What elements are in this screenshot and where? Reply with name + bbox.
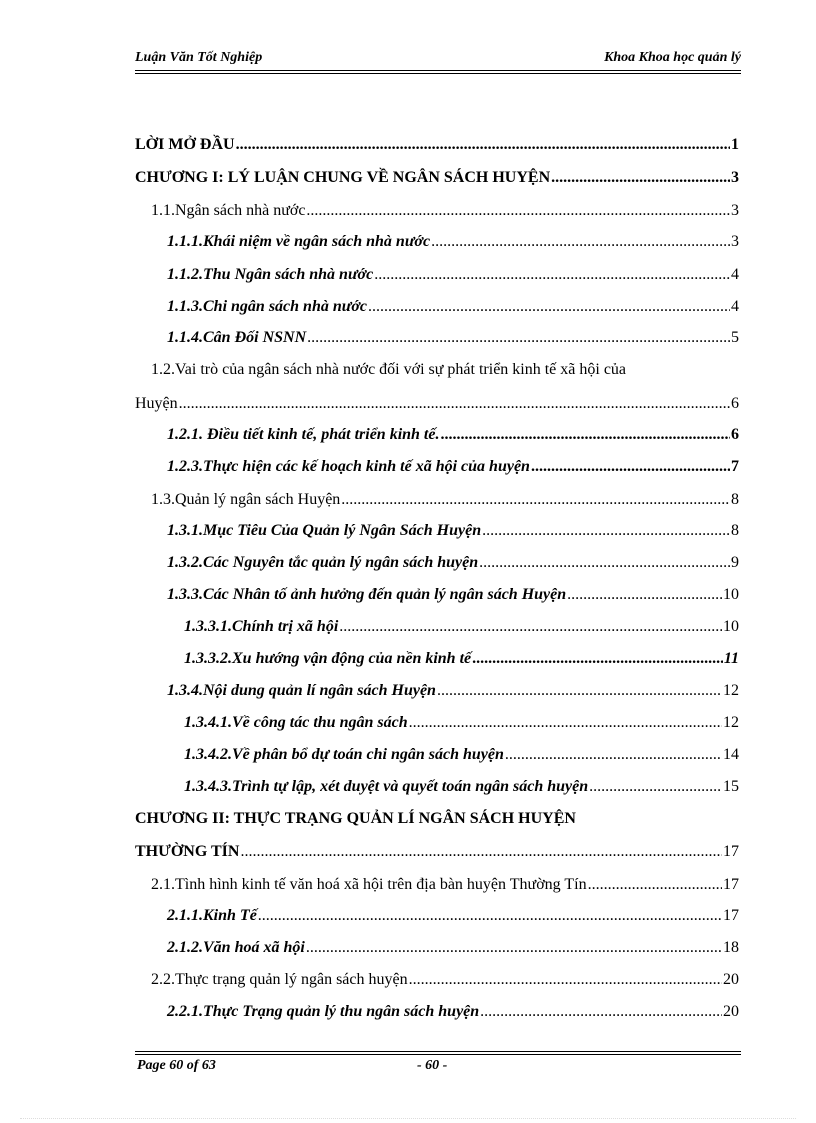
toc-entry-page: 10 [723, 586, 739, 603]
toc-entry-page: 17 [723, 876, 739, 893]
toc-leader-dots [236, 131, 730, 159]
toc-leader-dots [339, 613, 722, 641]
toc-entry-title: 1.1.4.Cân Đối NSNN [167, 329, 307, 346]
header-rule [135, 70, 741, 71]
toc-leader-dots [551, 164, 730, 192]
toc-entry-page: 17 [723, 843, 739, 860]
toc-entry[interactable] [135, 131, 739, 159]
toc-entry[interactable] [135, 838, 739, 866]
toc-leader-dots [409, 709, 722, 737]
toc-entry[interactable] [151, 871, 739, 899]
toc-entry-page: 1 [731, 136, 739, 153]
toc-entry-title: 1.3.1.Mục Tiêu Của Quản lý Ngân Sách Huyện [167, 522, 482, 539]
toc-leader-dots [440, 421, 730, 449]
footer-rule [135, 1054, 741, 1055]
toc-entry-page: 20 [723, 971, 739, 988]
toc-entry-page: 7 [731, 458, 739, 475]
toc-entry-page: 4 [731, 266, 739, 283]
toc-entry-first-line: 1.2.Vai trò của ngân sách nhà nước đối với sự phát triển kinh tế xã hội của [151, 361, 627, 378]
toc-entry-title: 1.3.4.1.Về công tác thu ngân sách [184, 714, 408, 731]
toc-leader-dots [480, 998, 722, 1026]
toc-entry[interactable] [167, 453, 739, 481]
toc-entry[interactable] [167, 517, 739, 545]
toc-entry[interactable] [184, 645, 739, 673]
toc-entry-title: 2.1.Tình hình kinh tế văn hoá xã hội trên địa bàn huyện Thường Tín [151, 876, 587, 893]
page-edge-divider [20, 1118, 796, 1119]
toc-leader-dots [306, 934, 722, 962]
toc-leader-dots [505, 741, 722, 769]
toc-entry-title: CHƯƠNG I: LÝ LUẬN CHUNG VỀ NGÂN SÁCH HUYỆN [135, 169, 551, 186]
toc-entry[interactable] [184, 613, 739, 641]
footer-page-count: Page 60 of 63 [137, 1058, 216, 1073]
toc-entry-title: 1.3.3.Các Nhân tố ảnh hưởng đến quản lý ngân sách Huyện [167, 586, 567, 603]
toc-entry[interactable] [167, 549, 739, 577]
toc-leader-dots [479, 549, 730, 577]
toc-entry-page: 17 [723, 907, 739, 924]
toc-entry[interactable] [167, 998, 739, 1026]
footer-rule [135, 1051, 741, 1052]
toc-entry-page: 3 [731, 233, 739, 250]
toc-entry-title: 1.1.3.Chi ngân sách nhà nước [167, 298, 368, 315]
toc-entry-title: 1.1.1.Khái niệm về ngân sách nhà nước [167, 233, 431, 250]
toc-leader-dots [482, 517, 730, 545]
toc-entry-title: Huyện [135, 395, 178, 412]
toc-entry-page: 8 [731, 491, 739, 508]
toc-entry-page: 12 [723, 682, 739, 699]
toc-entry-page: 18 [723, 939, 739, 956]
toc-leader-dots [567, 581, 722, 609]
toc-entry[interactable] [167, 677, 739, 705]
toc-entry-title: 2.1.1.Kinh Tế [167, 907, 257, 924]
toc-entry-page: 10 [723, 618, 739, 635]
header-left-text: Luận Văn Tốt Nghiệp [135, 50, 263, 65]
toc-entry-page: 9 [731, 554, 739, 571]
header-right-text: Khoa Khoa học quản lý [604, 50, 741, 65]
toc-entry-title: 2.1.2.Văn hoá xã hội [167, 939, 305, 956]
toc-entry-title: 1.3.3.2.Xu hướng vận động của nền kinh tế [184, 650, 472, 667]
toc-leader-dots [589, 773, 722, 801]
toc-leader-dots [531, 453, 730, 481]
page-header [135, 48, 741, 70]
toc-leader-dots [179, 390, 730, 418]
toc-entry-title: 1.3.3.1.Chính trị xã hội [184, 618, 339, 635]
toc-entry-page: 3 [731, 202, 739, 219]
toc-leader-dots [588, 871, 722, 899]
toc-entry-title: 2.2.1.Thực Trạng quản lý thu ngân sách huyện [167, 1003, 480, 1020]
toc-entry[interactable] [167, 421, 739, 449]
toc-entry-page: 6 [731, 426, 739, 443]
toc-leader-dots [307, 324, 730, 352]
toc-entry[interactable] [184, 741, 739, 769]
toc-entry[interactable] [184, 773, 739, 801]
toc-leader-dots [472, 645, 723, 673]
toc-leader-dots [437, 677, 722, 705]
toc-leader-dots [374, 261, 730, 289]
toc-entry-page: 15 [723, 778, 739, 795]
header-rule [135, 73, 741, 74]
toc-entry[interactable] [167, 902, 739, 930]
toc-entry-page: 14 [723, 746, 739, 763]
toc-leader-dots [431, 228, 730, 256]
toc-entry[interactable] [167, 293, 739, 321]
toc-leader-dots [341, 486, 730, 514]
toc-entry[interactable] [167, 261, 739, 289]
toc-entry[interactable] [167, 581, 739, 609]
toc-entry[interactable] [167, 228, 739, 256]
toc-entry-title: LỜI MỞ ĐẦU [135, 136, 235, 153]
toc-entry-title: 1.1.2.Thu Ngân sách nhà nước [167, 266, 374, 283]
toc-entry[interactable] [151, 966, 739, 994]
toc-entry-title: 1.3.Quản lý ngân sách Huyện [151, 491, 341, 508]
toc-entry-page: 6 [731, 395, 739, 412]
toc-entry[interactable] [167, 324, 739, 352]
toc-entry-title: THƯỜNG TÍN [135, 843, 240, 860]
toc-entry[interactable] [151, 486, 739, 514]
toc-leader-dots [240, 838, 722, 866]
toc-entry-first-line: CHƯƠNG II: THỰC TRẠNG QUẢN LÍ NGÂN SÁCH HUYỆN [135, 810, 576, 827]
toc-entry[interactable] [135, 164, 739, 192]
toc-entry-page: 12 [723, 714, 739, 731]
toc-entry-title: 2.2.Thực trạng quản lý ngân sách huyện [151, 971, 408, 988]
toc-entry[interactable] [151, 197, 739, 225]
toc-leader-dots [258, 902, 722, 930]
toc-entry-title: 1.3.4.3.Trình tự lập, xét duyệt và quyết toán ngân sách huyện [184, 778, 589, 795]
toc-leader-dots [409, 966, 722, 994]
toc-entry-title: 1.3.4.2.Về phân bổ dự toán chi ngân sách huyện [184, 746, 504, 763]
toc-entry-page: 8 [731, 522, 739, 539]
toc-entry-page: 11 [723, 650, 739, 667]
toc-entry-title: 1.3.2.Các Nguyên tắc quản lý ngân sách huyện [167, 554, 479, 571]
toc-entry-page: 20 [723, 1003, 739, 1020]
toc-entry-page: 5 [731, 329, 739, 346]
toc-leader-dots [368, 293, 730, 321]
toc-entry-title: 1.2.1. Điều tiết kinh tế, phát triển kinh tế. [167, 426, 440, 443]
toc-entry[interactable] [167, 934, 739, 962]
toc-leader-dots [306, 197, 730, 225]
page-footer [135, 1056, 741, 1078]
toc-entry-title: 1.3.4.Nội dung quản lí ngân sách Huyện [167, 682, 436, 699]
footer-page-number: - 60 - [417, 1058, 448, 1073]
toc-entry-title: 1.2.3.Thực hiện các kế hoạch kinh tế xã hội của huyện [167, 458, 530, 475]
toc-entry[interactable] [184, 709, 739, 737]
toc-entry[interactable] [135, 390, 739, 418]
toc-entry-page: 3 [731, 169, 739, 186]
toc-entry-page: 4 [731, 298, 739, 315]
toc-entry-title: 1.1.Ngân sách nhà nước [151, 202, 306, 219]
